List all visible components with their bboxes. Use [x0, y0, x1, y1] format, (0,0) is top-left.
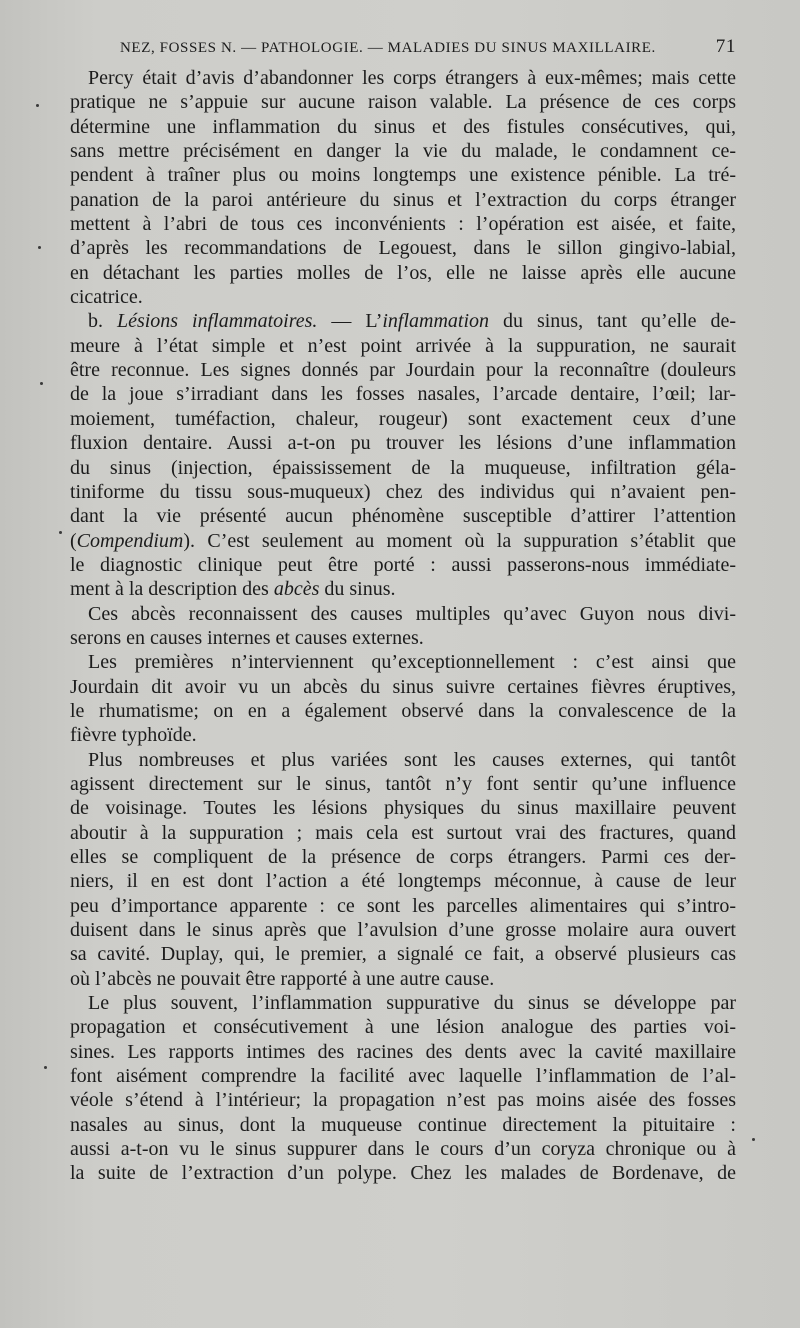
text-line: être reconnue. Les signes donnés par Jourdain pour la reconnaître (douleurs	[70, 359, 736, 382]
text-line: agissent directement sur le sinus, tantôt n’y font sentir qu’une influence	[70, 772, 736, 795]
text-line: fluxion dentaire. Aussi a-t-on pu trouver les lésions d’une inflammation	[70, 432, 736, 455]
page-header	[120, 36, 736, 58]
text-line: font aisément comprendre la facilité avec laquelle l’inflammation de l’al-	[70, 1065, 736, 1088]
text-line: cicatrice.	[70, 286, 143, 309]
text-line: où l’abcès ne pouvait être rapporté à une autre cause.	[70, 967, 495, 990]
text-line: le diagnostic clinique peut être porté : aussi passerons-nous immédiate-	[70, 553, 736, 576]
text-line: Le plus souvent, l’inflammation suppurative du sinus se développe par	[88, 992, 736, 1015]
text-line: aboutir à la suppuration ; mais cela est surtout vrai des fractures, quand	[70, 821, 736, 844]
page-body	[70, 66, 736, 1186]
text-line: détermine une inflammation du sinus et des fistules consécutives, qui,	[70, 115, 736, 138]
ink-speck	[752, 1138, 755, 1141]
running-title: NEZ, FOSSES N. — PATHOLOGIE. — MALADIES DU SINUS MAXILLAIRE.	[120, 40, 656, 56]
text-line: panation de la paroi antérieure du sinus et l’extraction du corps étranger	[70, 188, 736, 211]
text-line: dant la vie présenté aucun phénomène susceptible d’attirer l’attention	[70, 505, 736, 528]
text-line: peu d’importance apparente : ce sont les parcelles alimentaires qui s’intro-	[70, 894, 736, 917]
text-line: sans mettre précisément en danger la vie du malade, le condamnent ce-	[70, 140, 736, 163]
text-line: Plus nombreuses et plus variées sont les causes externes, qui tantôt	[88, 748, 736, 771]
ink-speck	[59, 531, 62, 534]
text-line: Les premières n’interviennent qu’exceptionnellement : c’est ainsi que	[88, 651, 736, 674]
text-line: niers, il en est dont l’action a été longtemps méconnue, à cause de leur	[70, 870, 736, 893]
text-line: d’après les recommandations de Legouest, dans le sillon gingivo-labial,	[70, 237, 736, 260]
text-line: serons en causes internes et causes externes.	[70, 626, 424, 649]
text-line: du sinus (injection, épaississement de la muqueuse, infiltration géla-	[70, 456, 736, 479]
text-line: de voisinage. Toutes les lésions physiques du sinus maxillaire peuvent	[70, 797, 736, 820]
page-number: 71	[715, 36, 736, 57]
emphasis: inflammation	[382, 310, 490, 333]
text-line-section-heading: b. Lésions inflammatoires. — L’inflammation du sinus, tant qu’elle de-	[88, 310, 736, 333]
text-line: pendent à traîner plus ou moins longtemps une existence pénible. La tré-	[70, 164, 736, 187]
ink-speck	[38, 246, 41, 249]
text-line: meure à l’état simple et n’est point arrivée à la suppuration, ne saurait	[70, 334, 736, 357]
ink-speck	[44, 1066, 47, 1069]
text-line: le rhumatisme; on en a également observé dans la convalescence de la	[70, 699, 736, 722]
text-line: Jourdain dit avoir vu un abcès du sinus suivre certaines fièvres éruptives,	[70, 675, 736, 698]
text-line: de la joue s’irradiant dans les fosses nasales, l’arcade dentaire, l’œil; lar-	[70, 383, 736, 406]
text-line: duisent dans le sinus après que l’avulsion d’une grosse molaire aura ouvert	[70, 919, 736, 942]
text-line: sines. Les rapports intimes des racines des dents avec la cavité maxillaire	[70, 1040, 736, 1063]
text-line: Ces abcès reconnaissent des causes multiples qu’avec Guyon nous divi-	[88, 602, 736, 625]
ink-speck	[40, 382, 43, 385]
text-line: la suite de l’extraction d’un polype. Chez les malades de Bordenave, de	[70, 1162, 736, 1185]
text-line: nasales au sinus, dont la muqueuse continue directement la pituitaire :	[70, 1113, 736, 1136]
text-line: aussi a-t-on vu le sinus suppurer dans le cours d’un coryza chronique ou à	[70, 1138, 736, 1161]
text-line: fièvre typhoïde.	[70, 724, 197, 747]
ink-speck	[36, 104, 39, 107]
text-line: propagation et consécutivement à une lésion analogue des parties voi-	[70, 1016, 736, 1039]
text-line: en détachant les parties molles de l’os, elle ne laisse après elle aucune	[70, 261, 736, 284]
emphasis: abcès	[273, 578, 320, 601]
text-line: mettent à l’abri de tous ces inconvénients : l’opération est aisée, et faite,	[70, 213, 736, 236]
text-line: véole s’étend à l’intérieur; la propagation n’est pas moins aisée des fosses	[70, 1089, 736, 1112]
text-line: sa cavité. Duplay, qui, le premier, a signalé ce fait, a observé plusieurs cas	[70, 943, 736, 966]
text-line: Percy était d’avis d’abandonner les corps étrangers à eux-mêmes; mais cette	[88, 67, 736, 89]
text-line: elles se compliquent de la présence de corps étrangers. Parmi ces der-	[70, 846, 736, 868]
text-line: (Compendium). C’est seulement au moment où la suppuration s’établit que	[70, 529, 736, 552]
section-title: Lésions inflammatoires.	[116, 310, 318, 333]
emphasis: Compendium	[76, 529, 184, 552]
text-line: ment à la description des abcès du sinus.	[70, 578, 396, 601]
text-line: pratique ne s’appuie sur aucune raison valable. La présence de ces corps	[70, 91, 736, 114]
text-line: moiement, tuméfaction, chaleur, rougeur) sont exactement ceux d’une	[70, 407, 736, 430]
text-line: tiniforme du tissu sous-muqueux) chez des individus qui n’avaient pen-	[70, 480, 736, 503]
